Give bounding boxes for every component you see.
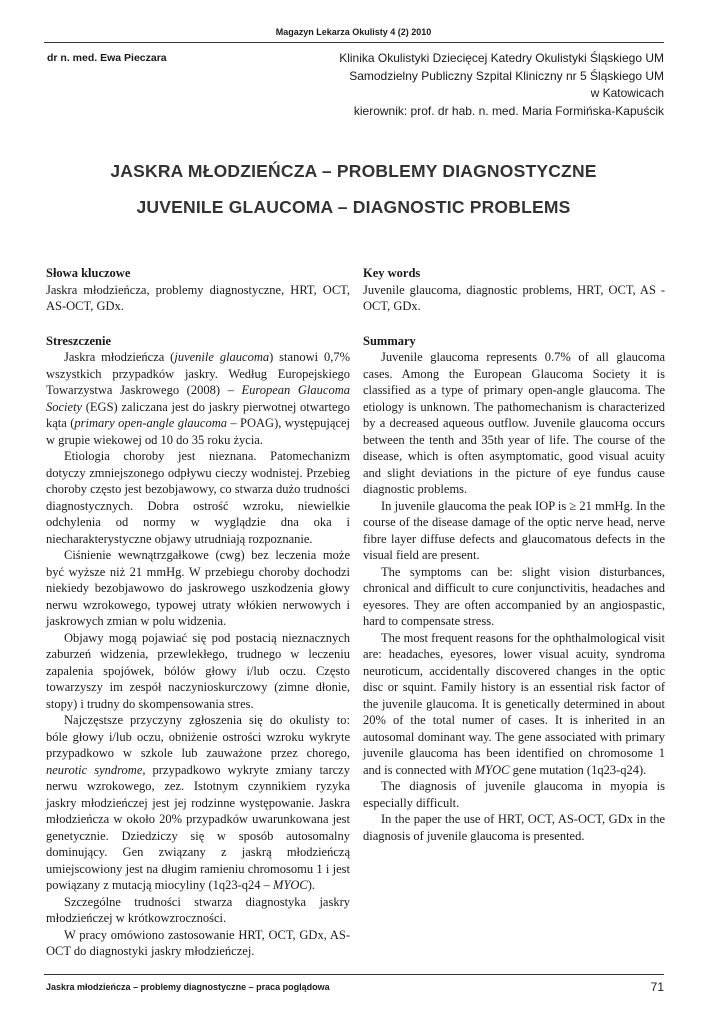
abstract-paragraph: The most frequent reasons for the ophthalmological visit are: headaches, eyesores, lower visual acuity, syndroma neuroticum, accidentally discovered changes in the optic disc or squint. Family history is an essential risk factor of the juvenile glaucoma. It is genetically determined in about 20% of the total numer of cases. It is inherited in an autosomal dominant way. The gene associated with primary juvenile glaucoma has been identified on chromosome 1 and is connected with MYOC gene mutation (1q23-q24). — [363, 630, 665, 777]
abstract-paragraph: In the paper the use of HRT, OCT, AS-OCT, GDx in the diagnosis of juvenile glaucoma is presented. — [363, 812, 665, 843]
abstract-paragraph: W pracy omówiono zastosowanie HRT, OCT, GDx, AS-OCT do diagnostyki jaskry młodzieńczej. — [46, 927, 350, 958]
abstract-paragraph: Najczęstsze przyczyny zgłoszenia się do okulisty to: bóle głowy i/lub oczu, obniżenie ostrości wzroku wykryte przypadkowo w szkole lub zauważone przez chorego, neurotic syndrome, przypadkowo wykryte zmiany tarczy nerwu wzrokowego, zez. Istotnym czynnikiem ryzyka jaskry młodzieńczej jest jej rodzinne występowanie. Jaskra młodzieńcza w około 20% przypadków uwarunkowana jest genetycznie. Dziedziczy się w sposób autosomalny dominujący. Gen związany z jaskrą młodzieńczą umiejscowiony jest na długim ramieniu chromosomu 1 i jest powiązany z mutacją miocyliny (1q23-q24 – MYOC). — [46, 713, 350, 892]
abstract-paragraph: Jaskra młodzieńcza (juvenile glaucoma) stanowi 0,7% wszystkich przypadków jaskry. Według Europejskiego Towarzystwa Jaskrowego (2008) – European Glaucoma Society (EGS) zaliczana jest do jaskry pierwotnej otwartego kąta (primary open-angle glaucoma – POAG), występującej w grupie wiekowej od 10 do 35 roku życia. — [46, 350, 351, 447]
affiliation-line: kierownik: prof. dr hab. n. med. Maria Formińska-Kapuścik — [353, 103, 664, 118]
abstract-paragraph: In juvenile glaucoma the peak IOP is ≥ 21 mmHg. In the course of the disease damage of the optic nerve head, nerve fibre layer diffuse defects and glaucomatous defects in the visual field are present. — [363, 498, 665, 562]
title-english: JUVENILE GLAUCOMA – DIAGNOSTIC PROBLEMS — [136, 197, 571, 217]
journal-header: Magazyn Lekarza Okulisty 4 (2) 2010 — [275, 27, 432, 37]
page-number: 71 — [650, 980, 664, 994]
keywords-heading: Key words — [363, 266, 421, 280]
abstract-paragraph: Szczególne trudności stwarza diagnostyka jaskry młodzieńczej w krótkowzroczności. — [46, 894, 350, 925]
footer-title: Jaskra młodzieńcza – problemy diagnostyczne – praca poglądowa — [46, 982, 330, 992]
english-column — [363, 265, 665, 844]
affiliation-line: Klinika Okulistyki Dziecięcej Katedry Okulistyki Śląskiego UM — [339, 51, 664, 65]
affiliation — [339, 50, 664, 120]
affiliation-line: w Katowicach — [590, 86, 664, 100]
keywords-text: Jaskra młodzieńcza, problemy diagnostyczne, HRT, OCT, AS-OCT, GDx. — [46, 282, 350, 313]
polish-column — [46, 265, 350, 960]
keywords-heading: Słowa kluczowe — [46, 266, 131, 280]
keywords-text: Juvenile glaucoma, diagnostic problems, HRT, OCT, AS -OCT, GDx. — [363, 282, 665, 313]
footer-divider — [44, 974, 664, 975]
summary-heading: Streszczenie — [46, 333, 112, 348]
abstract-paragraph: The symptoms can be: slight vision disturbances, chronical and difficult to cure conjunctivitis, headaches and eyesores. They are often accompanied by an angiospastic, hard to compensate stress. — [363, 564, 665, 628]
header-divider — [44, 42, 664, 43]
abstract-paragraph: Objawy mogą pojawiać się pod postacią nieznacznych zaburzeń widzenia, przewlekłego, trudnego w leczeniu zapalenia spojówek, bólów głowy i/lub oczu. Często towarzyszy im zespół naczynioskurczowy (zimne dłonie, stopy) i trudny do skompensowania stres. — [46, 630, 350, 711]
summary-heading: Summary — [363, 333, 416, 348]
abstract-paragraph: The diagnosis of juvenile glaucoma in myopia is especially difficult. — [363, 779, 665, 810]
title-polish: JASKRA MŁODZIEŃCZA – PROBLEMY DIAGNOSTYCZNE — [110, 161, 597, 181]
affiliation-line: Samodzielny Publiczny Szpital Kliniczny nr 5 Śląskiego UM — [349, 68, 664, 83]
abstract-paragraph: Ciśnienie wewnątrzgałkowe (cwg) bez leczenia może być wyższe niż 21 mmHg. W przebiegu choroby dochodzi niekiedy bezobjawowo do jaskrowego uszkodzenia głowy nerwu wzrokowego, typowej utraty włókien nerwowych i jaskrowych zmian w polu widzenia. — [46, 548, 350, 628]
abstract-paragraph: Juvenile glaucoma represents 0.7% of all glaucoma cases. Among the European Glaucoma Society it is classified as a type of primary open-angle glaucoma. The etiology is unknown. The pathomechanism is characterized by a decreased aqueous outflow. Juvenile glaucoma occurs between the tenth and 35th year of life. The course of the disease, which is often asymptomatic, good visual acuity and slight deviations in the picture of eye fundus cause diagnostic problems. — [363, 350, 665, 496]
abstract-paragraph: Etiologia choroby jest nieznana. Patomechanizm dotyczy zmniejszonego odpływu cieczy wodnistej. Przebieg choroby często jest bezobjawowy, co stwarza dużo trudności diagnostycznych. Dobra ostrość wzroku, niewielkie odchylenia od normy w wyglądzie dna oka i niecharakterystyczne objawy utrudniają rozpoznanie. — [46, 449, 350, 546]
author-name: dr n. med. Ewa Pieczara — [47, 52, 167, 64]
